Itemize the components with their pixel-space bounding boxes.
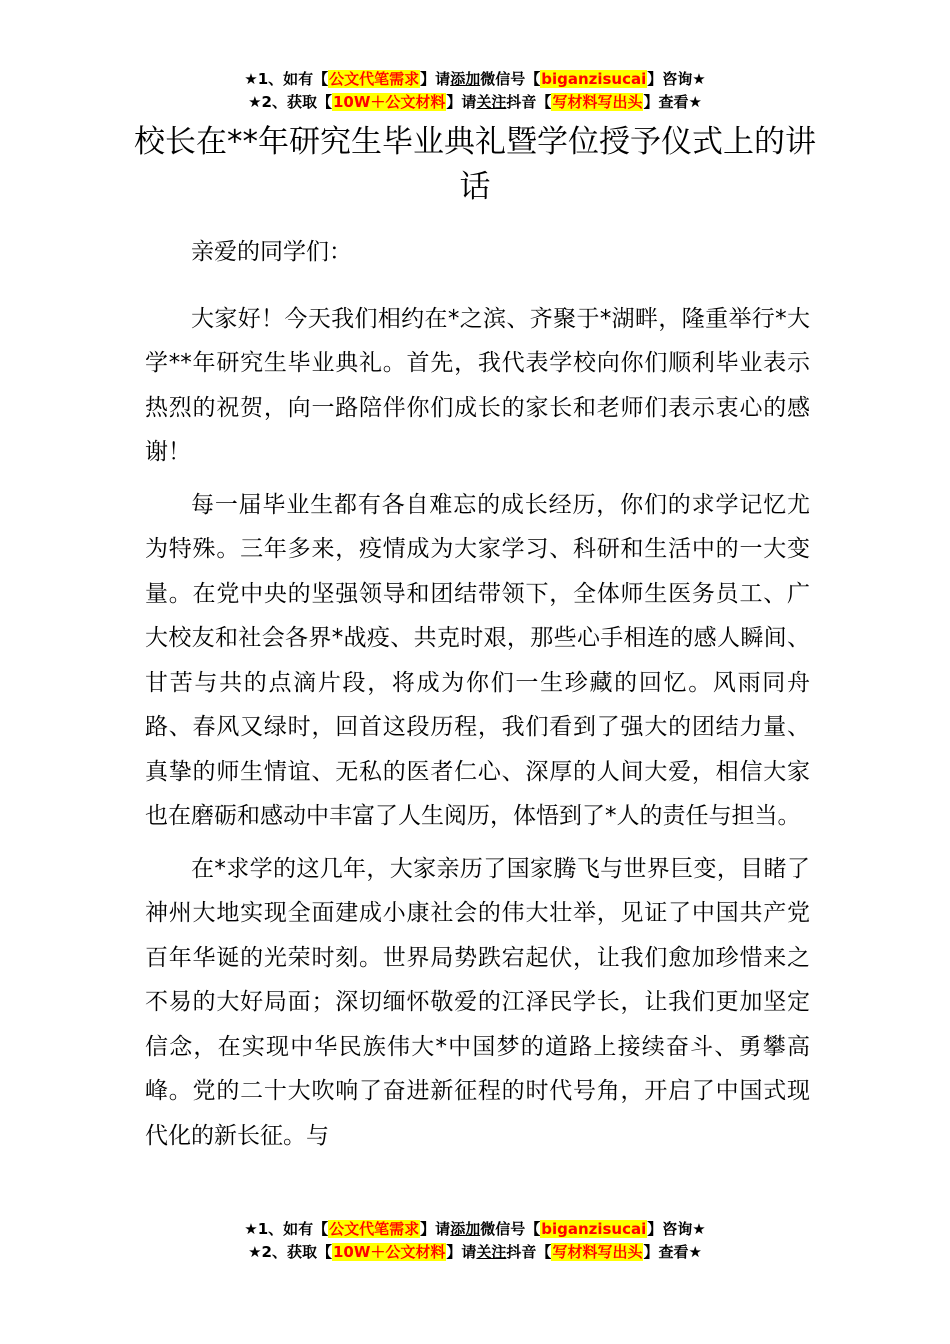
salutation: 亲爱的同学们：	[191, 239, 352, 265]
banner-text: ★1、如有【	[244, 1220, 329, 1238]
paragraph: 大家好！今天我们相约在*之滨、齐聚于*湖畔，隆重举行*大学**年研究生毕业典礼。首先，我代表学校向你们顺利毕业表示热烈的祝贺，向一路陪伴你们成长的家长和老师们表示衷心的感谢！	[145, 305, 810, 465]
underlined-text: 添加	[450, 70, 481, 88]
highlight-service: 公文代笔需求	[329, 1220, 420, 1238]
highlight-wechat-id: biganzisucai	[541, 1220, 647, 1238]
document-body	[145, 230, 810, 1166]
highlight-materials: 10W＋公文材料	[332, 1243, 446, 1261]
banner-text: 】咨询★	[647, 1220, 706, 1238]
banner-text: 】查看★	[643, 1243, 702, 1261]
banner-text: ★2、获取【	[248, 1243, 332, 1261]
highlight-douyin-account: 写材料写出头	[552, 93, 643, 111]
underlined-text: 添加	[450, 1220, 481, 1238]
banner-text: ★1、如有【	[244, 70, 329, 88]
banner-text: 】查看★	[643, 93, 702, 111]
banner-line-2	[0, 91, 950, 114]
banner-line-2	[0, 1241, 950, 1264]
paragraph: 每一届毕业生都有各自难忘的成长经历，你们的求学记忆尤为特殊。三年多来，疫情成为大家学习、科研和生活中的一大变量。在党中央的坚强领导和团结带领下，全体师生医务员工、广大校友和社会各界*战疫、共克时艰，那些心手相连的感人瞬间、甘苦与共的点滴片段，将成为你们一生珍藏的回忆。风雨同舟路、春风又绿时，回首这段历程，我们看到了强大的团结力量、真挚的师生情谊、无私的医者仁心、深厚的人间大爱，相信大家也在磨砺和感动中丰富了人生阅历，体悟到了*人的责任与担当。	[145, 491, 810, 829]
banner-text: 】请	[420, 1220, 451, 1238]
banner-text: 微信号【	[480, 70, 541, 88]
highlight-douyin-account: 写材料写出头	[552, 1243, 643, 1261]
highlight-wechat-id: biganzisucai	[541, 70, 647, 88]
banner-line-1	[0, 1218, 950, 1241]
underlined-text: 关注	[476, 1243, 507, 1261]
underlined-text: 关注	[476, 93, 507, 111]
banner-text: 】请	[420, 70, 451, 88]
header-banner	[0, 68, 950, 114]
document-title: 校长在**年研究生毕业典礼暨学位授予仪式上的讲话	[134, 124, 816, 205]
banner-text: ★2、获取【	[248, 93, 332, 111]
banner-text: 抖音【	[506, 93, 552, 111]
banner-text: 】咨询★	[647, 70, 706, 88]
banner-text: 抖音【	[506, 1243, 552, 1261]
banner-text: 微信号【	[480, 1220, 541, 1238]
banner-line-1	[0, 68, 950, 91]
footer-banner	[0, 1218, 950, 1264]
banner-text: 】请	[446, 93, 477, 111]
highlight-materials: 10W＋公文材料	[332, 93, 446, 111]
highlight-service: 公文代笔需求	[329, 70, 420, 88]
paragraph: 在*求学的这几年，大家亲历了国家腾飞与世界巨变，目睹了神州大地实现全面建成小康社会的伟大壮举，见证了中国共产党百年华诞的光荣时刻。世界局势跌宕起伏，让我们愈加珍惜来之不易的大好局面；深切缅怀敬爱的江泽民学长，让我们更加坚定信念，在实现中华民族伟大*中国梦的道路上接续奋斗、勇攀高峰。党的二十大吹响了奋进新征程的时代号角，开启了中国式现代化的新长征。与	[145, 855, 810, 1149]
banner-text: 】请	[446, 1243, 477, 1261]
